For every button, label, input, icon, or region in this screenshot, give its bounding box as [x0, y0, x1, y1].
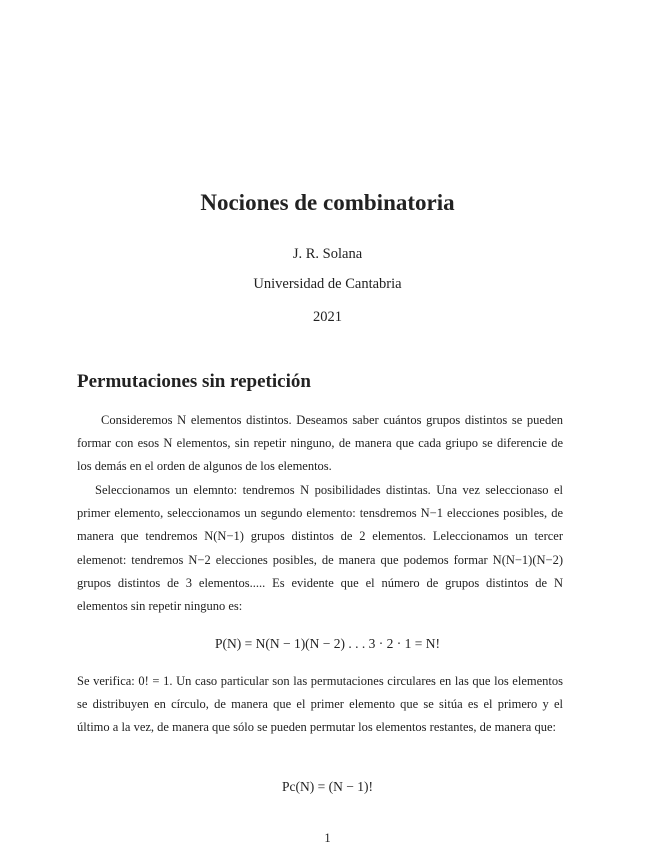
equation-permutations: P(N) = N(N − 1)(N − 2) . . . 3 · 2 · 1 = N!: [214, 636, 441, 651]
document-title: Nociones de combinatoria: [200, 190, 455, 215]
affiliation: Universidad de Cantabria: [253, 276, 402, 292]
author: J. R. Solana: [292, 246, 363, 262]
section-heading: Permutaciones sin repetición: [77, 371, 311, 392]
equation-circular: Pc(N) = (N − 1)!: [282, 779, 373, 794]
paragraph-intro: Consideremos N elementos distintos. Deseamos saber cuántos grupos distintos se pueden formar con esos N elementos, sin repetir ninguno, de manera que cada griupo se diferencie de los demás en el orden de algunos de los elementos.: [77, 413, 563, 474]
year: 2021: [313, 309, 342, 325]
page-number: 1: [324, 831, 331, 845]
paragraph-selection: Seleccionamos un elemnto: tendremos N posibilidades distintas. Una vez seleccionaso el primer elemento, seleccionamos un segundo elemento: tensdremos N−1 elecciones posibles, de manera que tendremos N(N−1) grupos distintos de 2 elementos. Leleccionamos un tercer elemenot: tendremos N−2 elecciones posibles, de manera que podemos formar N(N−1)(N−2) grupos distintos de 3 elementos..... Es evidente que el número de grupos distintos de N elementos sin repetir ninguno es:: [77, 483, 563, 614]
paragraph-circular: Se verifica: 0! = 1. Un caso particular son las permutaciones circulares en las que los elementos se distribuyen en círculo, de manera que el primer elemento que se sitúa es el primero y el último a la vez, de manera que sólo se pueden permutar los elementos restantes, de manera que:: [77, 674, 563, 735]
